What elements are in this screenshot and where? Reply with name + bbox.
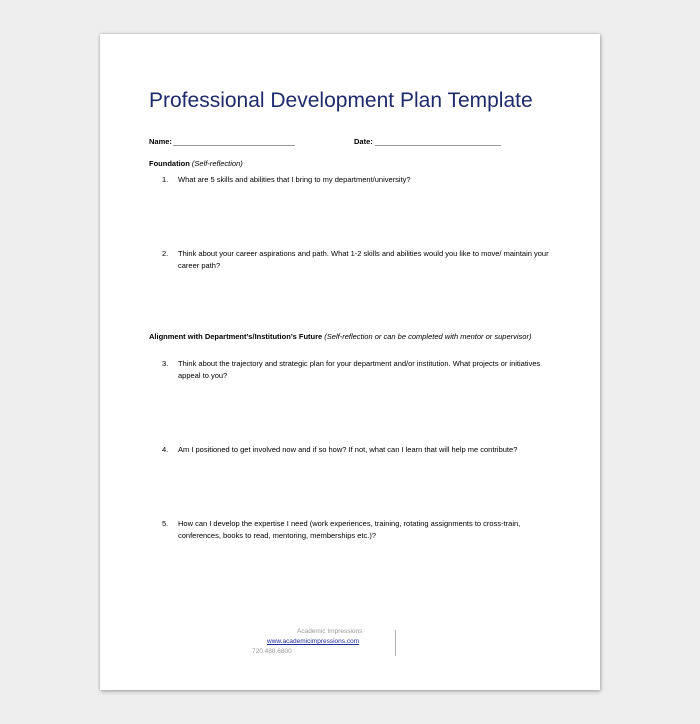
section-note: (Self-reflection or can be completed with mentor or supervisor) xyxy=(324,332,532,341)
question-text: Think about the trajectory and strategic plan for your department and/or institution. What projects or initiatives appeal to you? xyxy=(178,359,541,380)
document-page xyxy=(100,34,600,690)
question-number: 4. xyxy=(162,445,169,454)
section-title: Foundation xyxy=(149,159,190,168)
question-text: Am I positioned to get involved now and if so how? If not, what can I learn that will help me contribute? xyxy=(178,445,518,454)
question-text: What are 5 skills and abilities that I bring to my department/university? xyxy=(178,175,411,184)
date-label: Date: xyxy=(354,137,373,146)
question-item xyxy=(162,248,552,272)
section-note: (Self-reflection) xyxy=(191,159,243,168)
question-text: Think about your career aspirations and path. What 1-2 skills and abilities would you like to move/ maintain your career path? xyxy=(178,249,549,270)
name-field-line xyxy=(173,145,295,146)
question-item xyxy=(162,174,552,186)
section-heading-alignment xyxy=(149,332,531,341)
footer-phone: 720.488.6800 xyxy=(252,648,292,655)
footer-company: Academic Impressions xyxy=(297,628,363,635)
footer-divider xyxy=(395,630,396,656)
question-number: 1. xyxy=(162,175,169,184)
date-field-line xyxy=(375,145,501,146)
question-item xyxy=(162,358,552,382)
section-heading-foundation xyxy=(149,159,243,168)
page-title: Professional Development Plan Template xyxy=(149,89,533,112)
question-number: 5. xyxy=(162,519,169,528)
question-text: How can I develop the expertise I need (work experiences, training, rotating assignments to cross-train, conferences, books to read, mentoring, memberships etc.)? xyxy=(178,519,521,540)
section-title: Alignment with Department’s/Institution’s Future xyxy=(149,332,323,341)
question-number: 3. xyxy=(162,359,169,368)
question-item xyxy=(162,518,552,542)
question-number: 2. xyxy=(162,249,169,258)
footer-website-link[interactable]: www.academicimpressions.com xyxy=(267,638,360,645)
question-item xyxy=(162,444,552,456)
name-label: Name: xyxy=(149,137,172,146)
